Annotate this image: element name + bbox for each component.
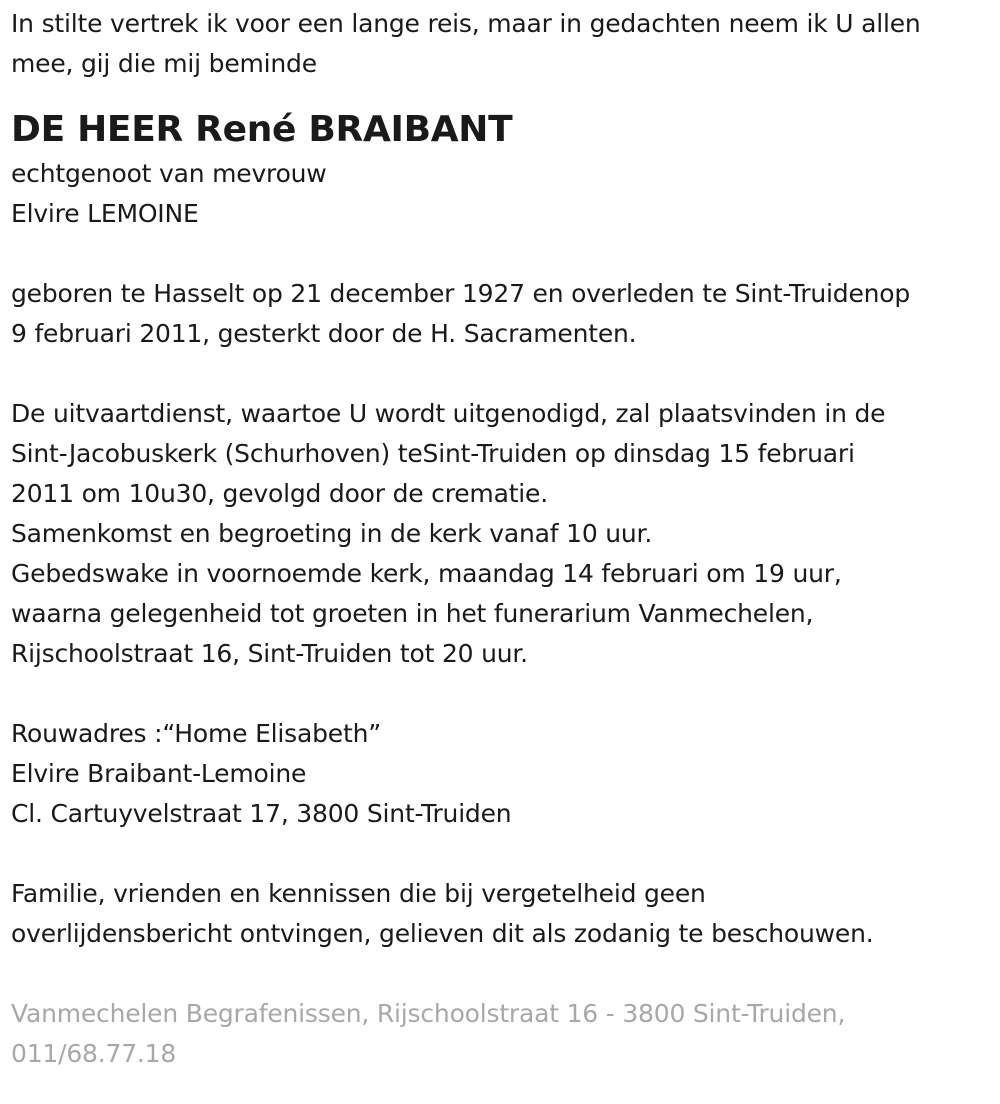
deceased-name: DE HEER René BRAIBANT [11, 109, 513, 150]
funeral-home-footer [11, 994, 996, 1074]
mourning-address [11, 714, 996, 834]
spacer [11, 834, 996, 874]
funeral-service-info [11, 394, 996, 674]
service-line-6: waarna gelegenheid tot groeten in het funerarium Vanmechelen, [11, 599, 814, 628]
footer-phone: 011/68.77.18 [11, 1039, 177, 1068]
service-line-4: Samenkomst en begroeting in de kerk vanaf 10 uur. [11, 519, 653, 548]
footer-line-1: Vanmechelen Begrafenissen, Rijschoolstraat 16 - 3800 Sint-Truiden, [11, 999, 846, 1028]
spouse-line-1: echtgenoot van mevrouw [11, 159, 327, 188]
address-line-2: Elvire Braibant-Lemoine [11, 759, 307, 788]
notice-line-1: Familie, vrienden en kennissen die bij vergetelheid geen [11, 879, 706, 908]
address-line-1: Rouwadres :“Home Elisabeth” [11, 719, 381, 748]
family-notice [11, 874, 996, 954]
birth-death-info [11, 274, 996, 354]
intro-line-1: In stilte vertrek ik voor een lange reis, maar in gedachten neem ik U allen [11, 9, 921, 38]
service-line-7: Rijschoolstraat 16, Sint-Truiden tot 20 uur. [11, 639, 528, 668]
intro-quote [11, 4, 996, 84]
obituary-document [11, 4, 996, 1074]
birth-death-line-1: geboren te Hasselt op 21 december 1927 en overleden te Sint-Truidenop [11, 279, 911, 308]
spacer [11, 674, 996, 714]
spouse-info [11, 154, 996, 234]
birth-death-line-2: 9 februari 2011, gesterkt door de H. Sacramenten. [11, 319, 637, 348]
notice-line-2: overlijdensbericht ontvingen, gelieven dit als zodanig te beschouwen. [11, 919, 874, 948]
intro-line-2: mee, gij die mij beminde [11, 49, 317, 78]
service-line-3: 2011 om 10u30, gevolgd door de crematie. [11, 479, 548, 508]
service-line-1: De uitvaartdienst, waartoe U wordt uitgenodigd, zal plaatsvinden in de [11, 399, 886, 428]
spacer [11, 354, 996, 394]
service-line-2: Sint-Jacobuskerk (Schurhoven) teSint-Truiden op dinsdag 15 februari [11, 439, 855, 468]
service-line-5: Gebedswake in voornoemde kerk, maandag 14 februari om 19 uur, [11, 559, 842, 588]
spouse-line-2: Elvire LEMOINE [11, 199, 199, 228]
address-line-3: Cl. Cartuyvelstraat 17, 3800 Sint-Truiden [11, 799, 512, 828]
spacer [11, 234, 996, 274]
spacer [11, 954, 996, 994]
